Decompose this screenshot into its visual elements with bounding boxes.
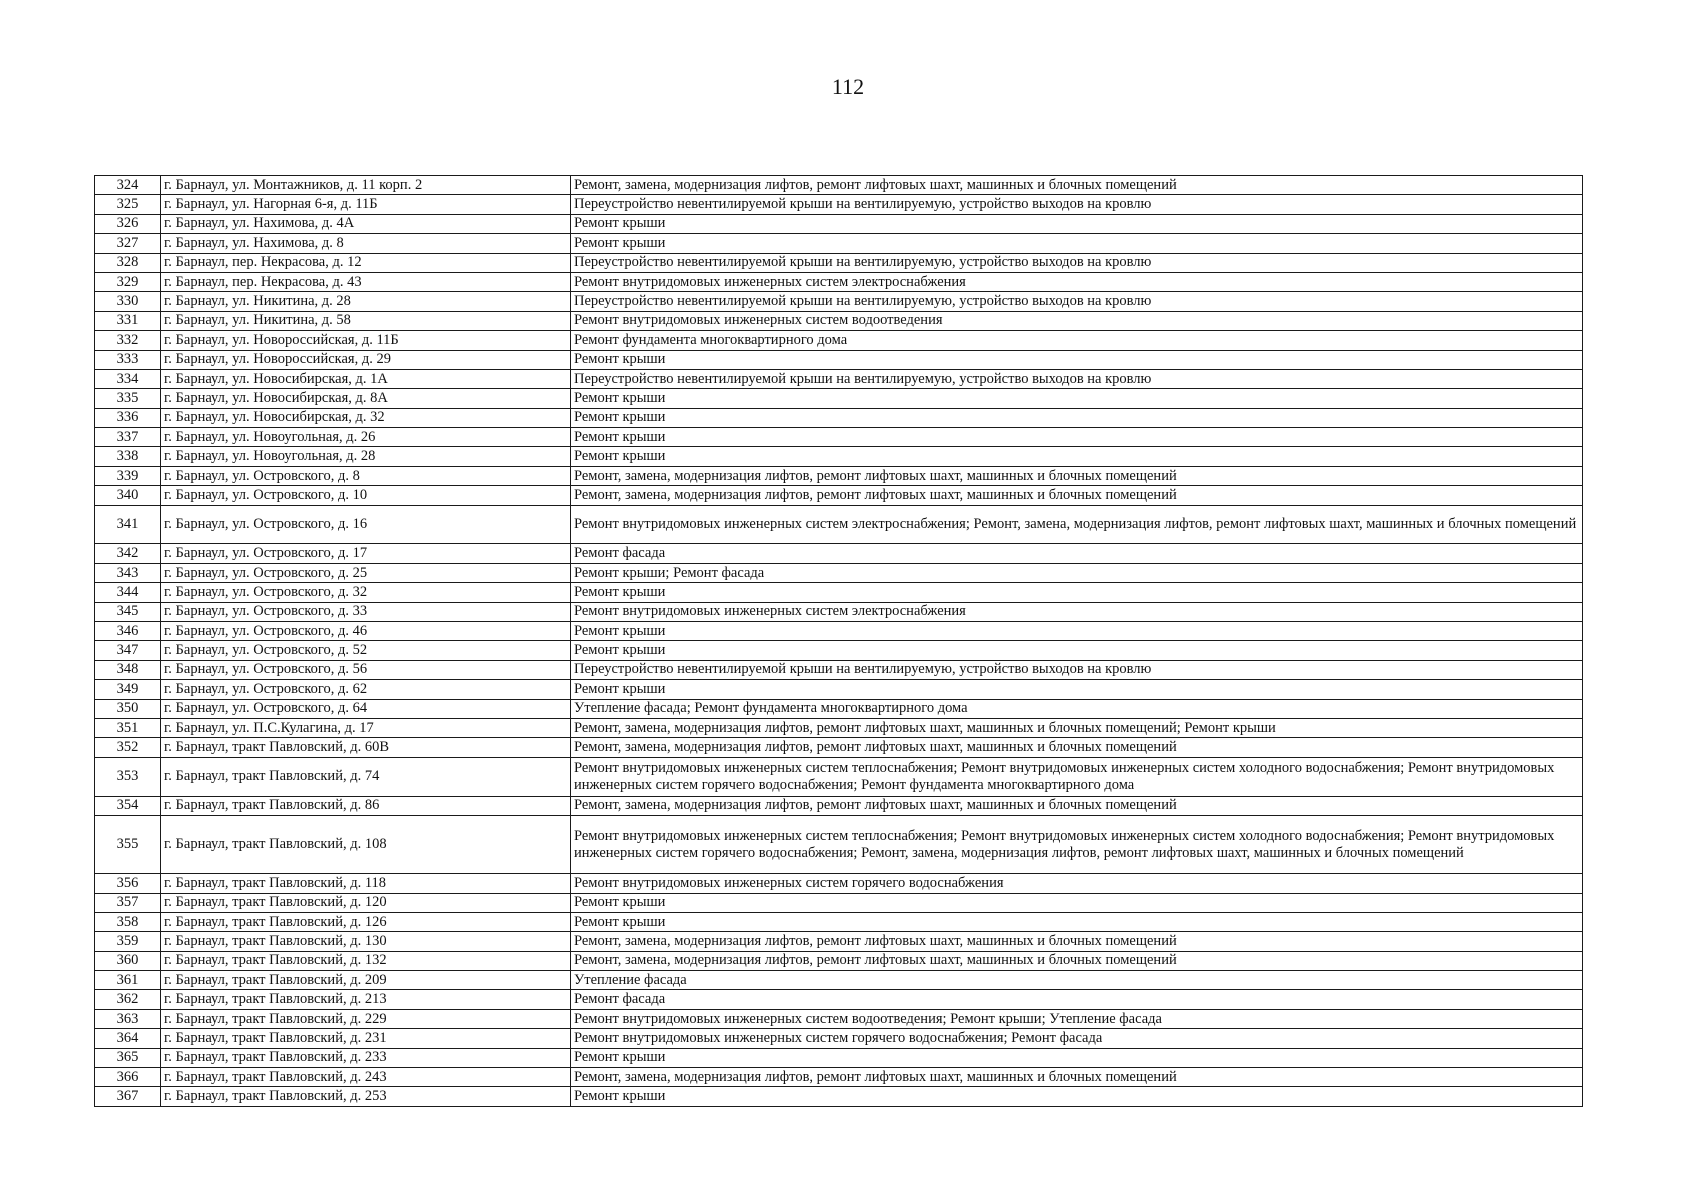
table-row bbox=[95, 583, 1583, 602]
row-address: г. Барнаул, тракт Павловский, д. 86 bbox=[161, 796, 571, 815]
row-work-type: Ремонт крыши; Ремонт фасада bbox=[571, 563, 1583, 582]
row-work-type: Ремонт, замена, модернизация лифтов, ремонт лифтовых шахт, машинных и блочных помещений bbox=[571, 738, 1583, 757]
table-row bbox=[95, 1087, 1583, 1106]
row-number: 363 bbox=[95, 1009, 161, 1028]
row-number: 331 bbox=[95, 311, 161, 330]
row-number: 325 bbox=[95, 195, 161, 214]
row-number: 334 bbox=[95, 369, 161, 388]
row-work-type: Ремонт фасада bbox=[571, 544, 1583, 563]
table-row bbox=[95, 195, 1583, 214]
table-row bbox=[95, 563, 1583, 582]
row-address: г. Барнаул, тракт Павловский, д. 233 bbox=[161, 1048, 571, 1067]
row-number: 346 bbox=[95, 622, 161, 641]
row-address: г. Барнаул, тракт Павловский, д. 253 bbox=[161, 1087, 571, 1106]
table-row bbox=[95, 738, 1583, 757]
row-work-type: Ремонт крыши bbox=[571, 428, 1583, 447]
row-number: 342 bbox=[95, 544, 161, 563]
row-address: г. Барнаул, ул. Островского, д. 16 bbox=[161, 505, 571, 544]
row-work-type: Ремонт крыши bbox=[571, 622, 1583, 641]
row-work-type: Ремонт крыши bbox=[571, 641, 1583, 660]
row-number: 329 bbox=[95, 272, 161, 291]
row-number: 349 bbox=[95, 680, 161, 699]
row-work-type: Ремонт крыши bbox=[571, 680, 1583, 699]
row-address: г. Барнаул, тракт Павловский, д. 231 bbox=[161, 1029, 571, 1048]
row-address: г. Барнаул, тракт Павловский, д. 126 bbox=[161, 912, 571, 931]
row-number: 353 bbox=[95, 757, 161, 796]
row-number: 361 bbox=[95, 971, 161, 990]
table-row bbox=[95, 718, 1583, 737]
row-number: 348 bbox=[95, 660, 161, 679]
row-number: 344 bbox=[95, 583, 161, 602]
row-work-type: Ремонт, замена, модернизация лифтов, ремонт лифтовых шахт, машинных и блочных помещений bbox=[571, 176, 1583, 195]
row-number: 338 bbox=[95, 447, 161, 466]
row-address: г. Барнаул, ул. Островского, д. 32 bbox=[161, 583, 571, 602]
row-number: 364 bbox=[95, 1029, 161, 1048]
row-number: 352 bbox=[95, 738, 161, 757]
table-row bbox=[95, 912, 1583, 931]
page-number: 112 bbox=[831, 74, 865, 99]
table-row bbox=[95, 796, 1583, 815]
row-work-type: Ремонт крыши bbox=[571, 1087, 1583, 1106]
row-address: г. Барнаул, ул. Островского, д. 56 bbox=[161, 660, 571, 679]
row-work-type: Ремонт внутридомовых инженерных систем электроснабжения bbox=[571, 272, 1583, 291]
row-address: г. Барнаул, ул. Монтажников, д. 11 корп. 2 bbox=[161, 176, 571, 195]
row-number: 333 bbox=[95, 350, 161, 369]
table-row bbox=[95, 176, 1583, 195]
row-work-type: Ремонт внутридомовых инженерных систем водоотведения bbox=[571, 311, 1583, 330]
row-work-type: Переустройство невентилируемой крыши на вентилируемую, устройство выходов на кровлю bbox=[571, 253, 1583, 272]
row-work-type: Ремонт, замена, модернизация лифтов, ремонт лифтовых шахт, машинных и блочных помещений bbox=[571, 932, 1583, 951]
table-row bbox=[95, 544, 1583, 563]
row-number: 343 bbox=[95, 563, 161, 582]
table-row bbox=[95, 1048, 1583, 1067]
table-row bbox=[95, 369, 1583, 388]
table-row bbox=[95, 253, 1583, 272]
repair-table bbox=[94, 175, 1583, 1107]
row-number: 358 bbox=[95, 912, 161, 931]
row-address: г. Барнаул, тракт Павловский, д. 60В bbox=[161, 738, 571, 757]
row-work-type: Ремонт, замена, модернизация лифтов, ремонт лифтовых шахт, машинных и блочных помещений bbox=[571, 1068, 1583, 1087]
row-work-type: Ремонт, замена, модернизация лифтов, ремонт лифтовых шахт, машинных и блочных помещений bbox=[571, 486, 1583, 505]
table-row bbox=[95, 893, 1583, 912]
row-work-type: Переустройство невентилируемой крыши на вентилируемую, устройство выходов на кровлю bbox=[571, 292, 1583, 311]
table-row bbox=[95, 699, 1583, 718]
table-row bbox=[95, 641, 1583, 660]
row-work-type: Ремонт крыши bbox=[571, 350, 1583, 369]
row-address: г. Барнаул, тракт Павловский, д. 243 bbox=[161, 1068, 571, 1087]
table-row bbox=[95, 505, 1583, 544]
table-row bbox=[95, 389, 1583, 408]
row-work-type: Ремонт крыши bbox=[571, 583, 1583, 602]
row-work-type: Ремонт внутридомовых инженерных систем горячего водоснабжения; Ремонт фасада bbox=[571, 1029, 1583, 1048]
table-row bbox=[95, 1068, 1583, 1087]
row-address: г. Барнаул, ул. Нахимова, д. 4А bbox=[161, 214, 571, 233]
row-address: г. Барнаул, ул. Новоугольная, д. 28 bbox=[161, 447, 571, 466]
row-number: 362 bbox=[95, 990, 161, 1009]
row-work-type: Ремонт, замена, модернизация лифтов, ремонт лифтовых шахт, машинных и блочных помещений bbox=[571, 796, 1583, 815]
table-row bbox=[95, 447, 1583, 466]
table-row bbox=[95, 932, 1583, 951]
row-number: 345 bbox=[95, 602, 161, 621]
row-address: г. Барнаул, ул. Новороссийская, д. 29 bbox=[161, 350, 571, 369]
row-address: г. Барнаул, пер. Некрасова, д. 12 bbox=[161, 253, 571, 272]
row-address: г. Барнаул, ул. Новороссийская, д. 11Б bbox=[161, 331, 571, 350]
row-number: 365 bbox=[95, 1048, 161, 1067]
row-address: г. Барнаул, тракт Павловский, д. 130 bbox=[161, 932, 571, 951]
row-number: 328 bbox=[95, 253, 161, 272]
table-row bbox=[95, 331, 1583, 350]
row-number: 341 bbox=[95, 505, 161, 544]
row-address: г. Барнаул, тракт Павловский, д. 74 bbox=[161, 757, 571, 796]
row-address: г. Барнаул, тракт Павловский, д. 132 bbox=[161, 951, 571, 970]
table-row bbox=[95, 214, 1583, 233]
table-row bbox=[95, 1009, 1583, 1028]
row-number: 324 bbox=[95, 176, 161, 195]
row-address: г. Барнаул, ул. Нагорная 6-я, д. 11Б bbox=[161, 195, 571, 214]
row-number: 327 bbox=[95, 234, 161, 253]
table-row bbox=[95, 234, 1583, 253]
row-number: 355 bbox=[95, 815, 161, 873]
table-row bbox=[95, 971, 1583, 990]
row-address: г. Барнаул, тракт Павловский, д. 209 bbox=[161, 971, 571, 990]
row-address: г. Барнаул, ул. Островского, д. 8 bbox=[161, 466, 571, 485]
table-row bbox=[95, 757, 1583, 796]
row-address: г. Барнаул, ул. Островского, д. 64 bbox=[161, 699, 571, 718]
row-work-type: Ремонт фасада bbox=[571, 990, 1583, 1009]
row-number: 336 bbox=[95, 408, 161, 427]
row-address: г. Барнаул, ул. Новосибирская, д. 32 bbox=[161, 408, 571, 427]
row-number: 367 bbox=[95, 1087, 161, 1106]
table-row bbox=[95, 486, 1583, 505]
row-number: 335 bbox=[95, 389, 161, 408]
row-work-type: Ремонт крыши bbox=[571, 912, 1583, 931]
row-work-type: Ремонт внутридомовых инженерных систем электроснабжения bbox=[571, 602, 1583, 621]
row-address: г. Барнаул, ул. Островского, д. 62 bbox=[161, 680, 571, 699]
row-number: 360 bbox=[95, 951, 161, 970]
row-number: 340 bbox=[95, 486, 161, 505]
row-number: 330 bbox=[95, 292, 161, 311]
row-work-type: Ремонт, замена, модернизация лифтов, ремонт лифтовых шахт, машинных и блочных помещений bbox=[571, 951, 1583, 970]
table-row bbox=[95, 428, 1583, 447]
row-address: г. Барнаул, ул. Новоугольная, д. 26 bbox=[161, 428, 571, 447]
row-address: г. Барнаул, ул. Новосибирская, д. 1А bbox=[161, 369, 571, 388]
row-number: 326 bbox=[95, 214, 161, 233]
table-row bbox=[95, 1029, 1583, 1048]
row-address: г. Барнаул, ул. Островского, д. 46 bbox=[161, 622, 571, 641]
row-address: г. Барнаул, тракт Павловский, д. 213 bbox=[161, 990, 571, 1009]
row-number: 356 bbox=[95, 874, 161, 893]
table-row bbox=[95, 272, 1583, 291]
row-address: г. Барнаул, ул. Островского, д. 52 bbox=[161, 641, 571, 660]
row-work-type: Ремонт, замена, модернизация лифтов, ремонт лифтовых шахт, машинных и блочных помещений; Ремонт крыши bbox=[571, 718, 1583, 737]
row-number: 337 bbox=[95, 428, 161, 447]
row-number: 354 bbox=[95, 796, 161, 815]
table-body bbox=[95, 176, 1583, 1107]
table-row bbox=[95, 990, 1583, 1009]
row-work-type: Ремонт внутридомовых инженерных систем электроснабжения; Ремонт, замена, модернизация лифтов, ремонт лифтовых шахт, машинных и блочных помещений bbox=[571, 505, 1583, 544]
row-address: г. Барнаул, тракт Павловский, д. 108 bbox=[161, 815, 571, 873]
row-address: г. Барнаул, ул. Островского, д. 25 bbox=[161, 563, 571, 582]
row-work-type: Ремонт, замена, модернизация лифтов, ремонт лифтовых шахт, машинных и блочных помещений bbox=[571, 466, 1583, 485]
row-work-type: Ремонт крыши bbox=[571, 447, 1583, 466]
row-number: 351 bbox=[95, 718, 161, 737]
table-row bbox=[95, 466, 1583, 485]
row-address: г. Барнаул, тракт Павловский, д. 120 bbox=[161, 893, 571, 912]
row-number: 359 bbox=[95, 932, 161, 951]
table-row bbox=[95, 680, 1583, 699]
row-work-type: Ремонт фундамента многоквартирного дома bbox=[571, 331, 1583, 350]
row-address: г. Барнаул, пер. Некрасова, д. 43 bbox=[161, 272, 571, 291]
row-number: 347 bbox=[95, 641, 161, 660]
table-row bbox=[95, 622, 1583, 641]
row-work-type: Переустройство невентилируемой крыши на вентилируемую, устройство выходов на кровлю bbox=[571, 660, 1583, 679]
table-row bbox=[95, 350, 1583, 369]
row-address: г. Барнаул, ул. Нахимова, д. 8 bbox=[161, 234, 571, 253]
row-address: г. Барнаул, ул. Островского, д. 10 bbox=[161, 486, 571, 505]
row-address: г. Барнаул, ул. П.С.Кулагина, д. 17 bbox=[161, 718, 571, 737]
row-work-type: Ремонт внутридомовых инженерных систем водоотведения; Ремонт крыши; Утепление фасада bbox=[571, 1009, 1583, 1028]
row-work-type: Ремонт крыши bbox=[571, 1048, 1583, 1067]
row-number: 350 bbox=[95, 699, 161, 718]
table-row bbox=[95, 602, 1583, 621]
row-address: г. Барнаул, ул. Никитина, д. 28 bbox=[161, 292, 571, 311]
row-address: г. Барнаул, тракт Павловский, д. 229 bbox=[161, 1009, 571, 1028]
row-number: 357 bbox=[95, 893, 161, 912]
row-work-type: Утепление фасада; Ремонт фундамента многоквартирного дома bbox=[571, 699, 1583, 718]
row-work-type: Ремонт крыши bbox=[571, 389, 1583, 408]
table-row bbox=[95, 292, 1583, 311]
row-work-type: Ремонт внутридомовых инженерных систем теплоснабжения; Ремонт внутридомовых инженерных систем холодного водоснабжения; Ремонт внутридомовых инженерных систем горячего водоснабжения; Ремонт фундамента многоквартирного дома bbox=[571, 757, 1583, 796]
row-work-type: Ремонт крыши bbox=[571, 408, 1583, 427]
table-row bbox=[95, 660, 1583, 679]
row-number: 339 bbox=[95, 466, 161, 485]
table-row bbox=[95, 311, 1583, 330]
row-address: г. Барнаул, ул. Новосибирская, д. 8А bbox=[161, 389, 571, 408]
row-work-type: Ремонт крыши bbox=[571, 214, 1583, 233]
row-address: г. Барнаул, ул. Островского, д. 33 bbox=[161, 602, 571, 621]
table-row bbox=[95, 951, 1583, 970]
row-work-type: Ремонт крыши bbox=[571, 893, 1583, 912]
row-work-type: Переустройство невентилируемой крыши на вентилируемую, устройство выходов на кровлю bbox=[571, 369, 1583, 388]
row-number: 366 bbox=[95, 1068, 161, 1087]
table-row bbox=[95, 408, 1583, 427]
row-work-type: Ремонт внутридомовых инженерных систем горячего водоснабжения bbox=[571, 874, 1583, 893]
row-work-type: Ремонт крыши bbox=[571, 234, 1583, 253]
row-address: г. Барнаул, ул. Никитина, д. 58 bbox=[161, 311, 571, 330]
row-address: г. Барнаул, тракт Павловский, д. 118 bbox=[161, 874, 571, 893]
table-row bbox=[95, 874, 1583, 893]
row-work-type: Ремонт внутридомовых инженерных систем теплоснабжения; Ремонт внутридомовых инженерных систем холодного водоснабжения; Ремонт внутридомовых инженерных систем горячего водоснабжения; Ремонт, замена, модернизация лифтов, ремонт лифтовых шахт, машинных и блочных помещений bbox=[571, 815, 1583, 873]
row-address: г. Барнаул, ул. Островского, д. 17 bbox=[161, 544, 571, 563]
row-work-type: Утепление фасада bbox=[571, 971, 1583, 990]
row-number: 332 bbox=[95, 331, 161, 350]
row-work-type: Переустройство невентилируемой крыши на вентилируемую, устройство выходов на кровлю bbox=[571, 195, 1583, 214]
table-row bbox=[95, 815, 1583, 873]
